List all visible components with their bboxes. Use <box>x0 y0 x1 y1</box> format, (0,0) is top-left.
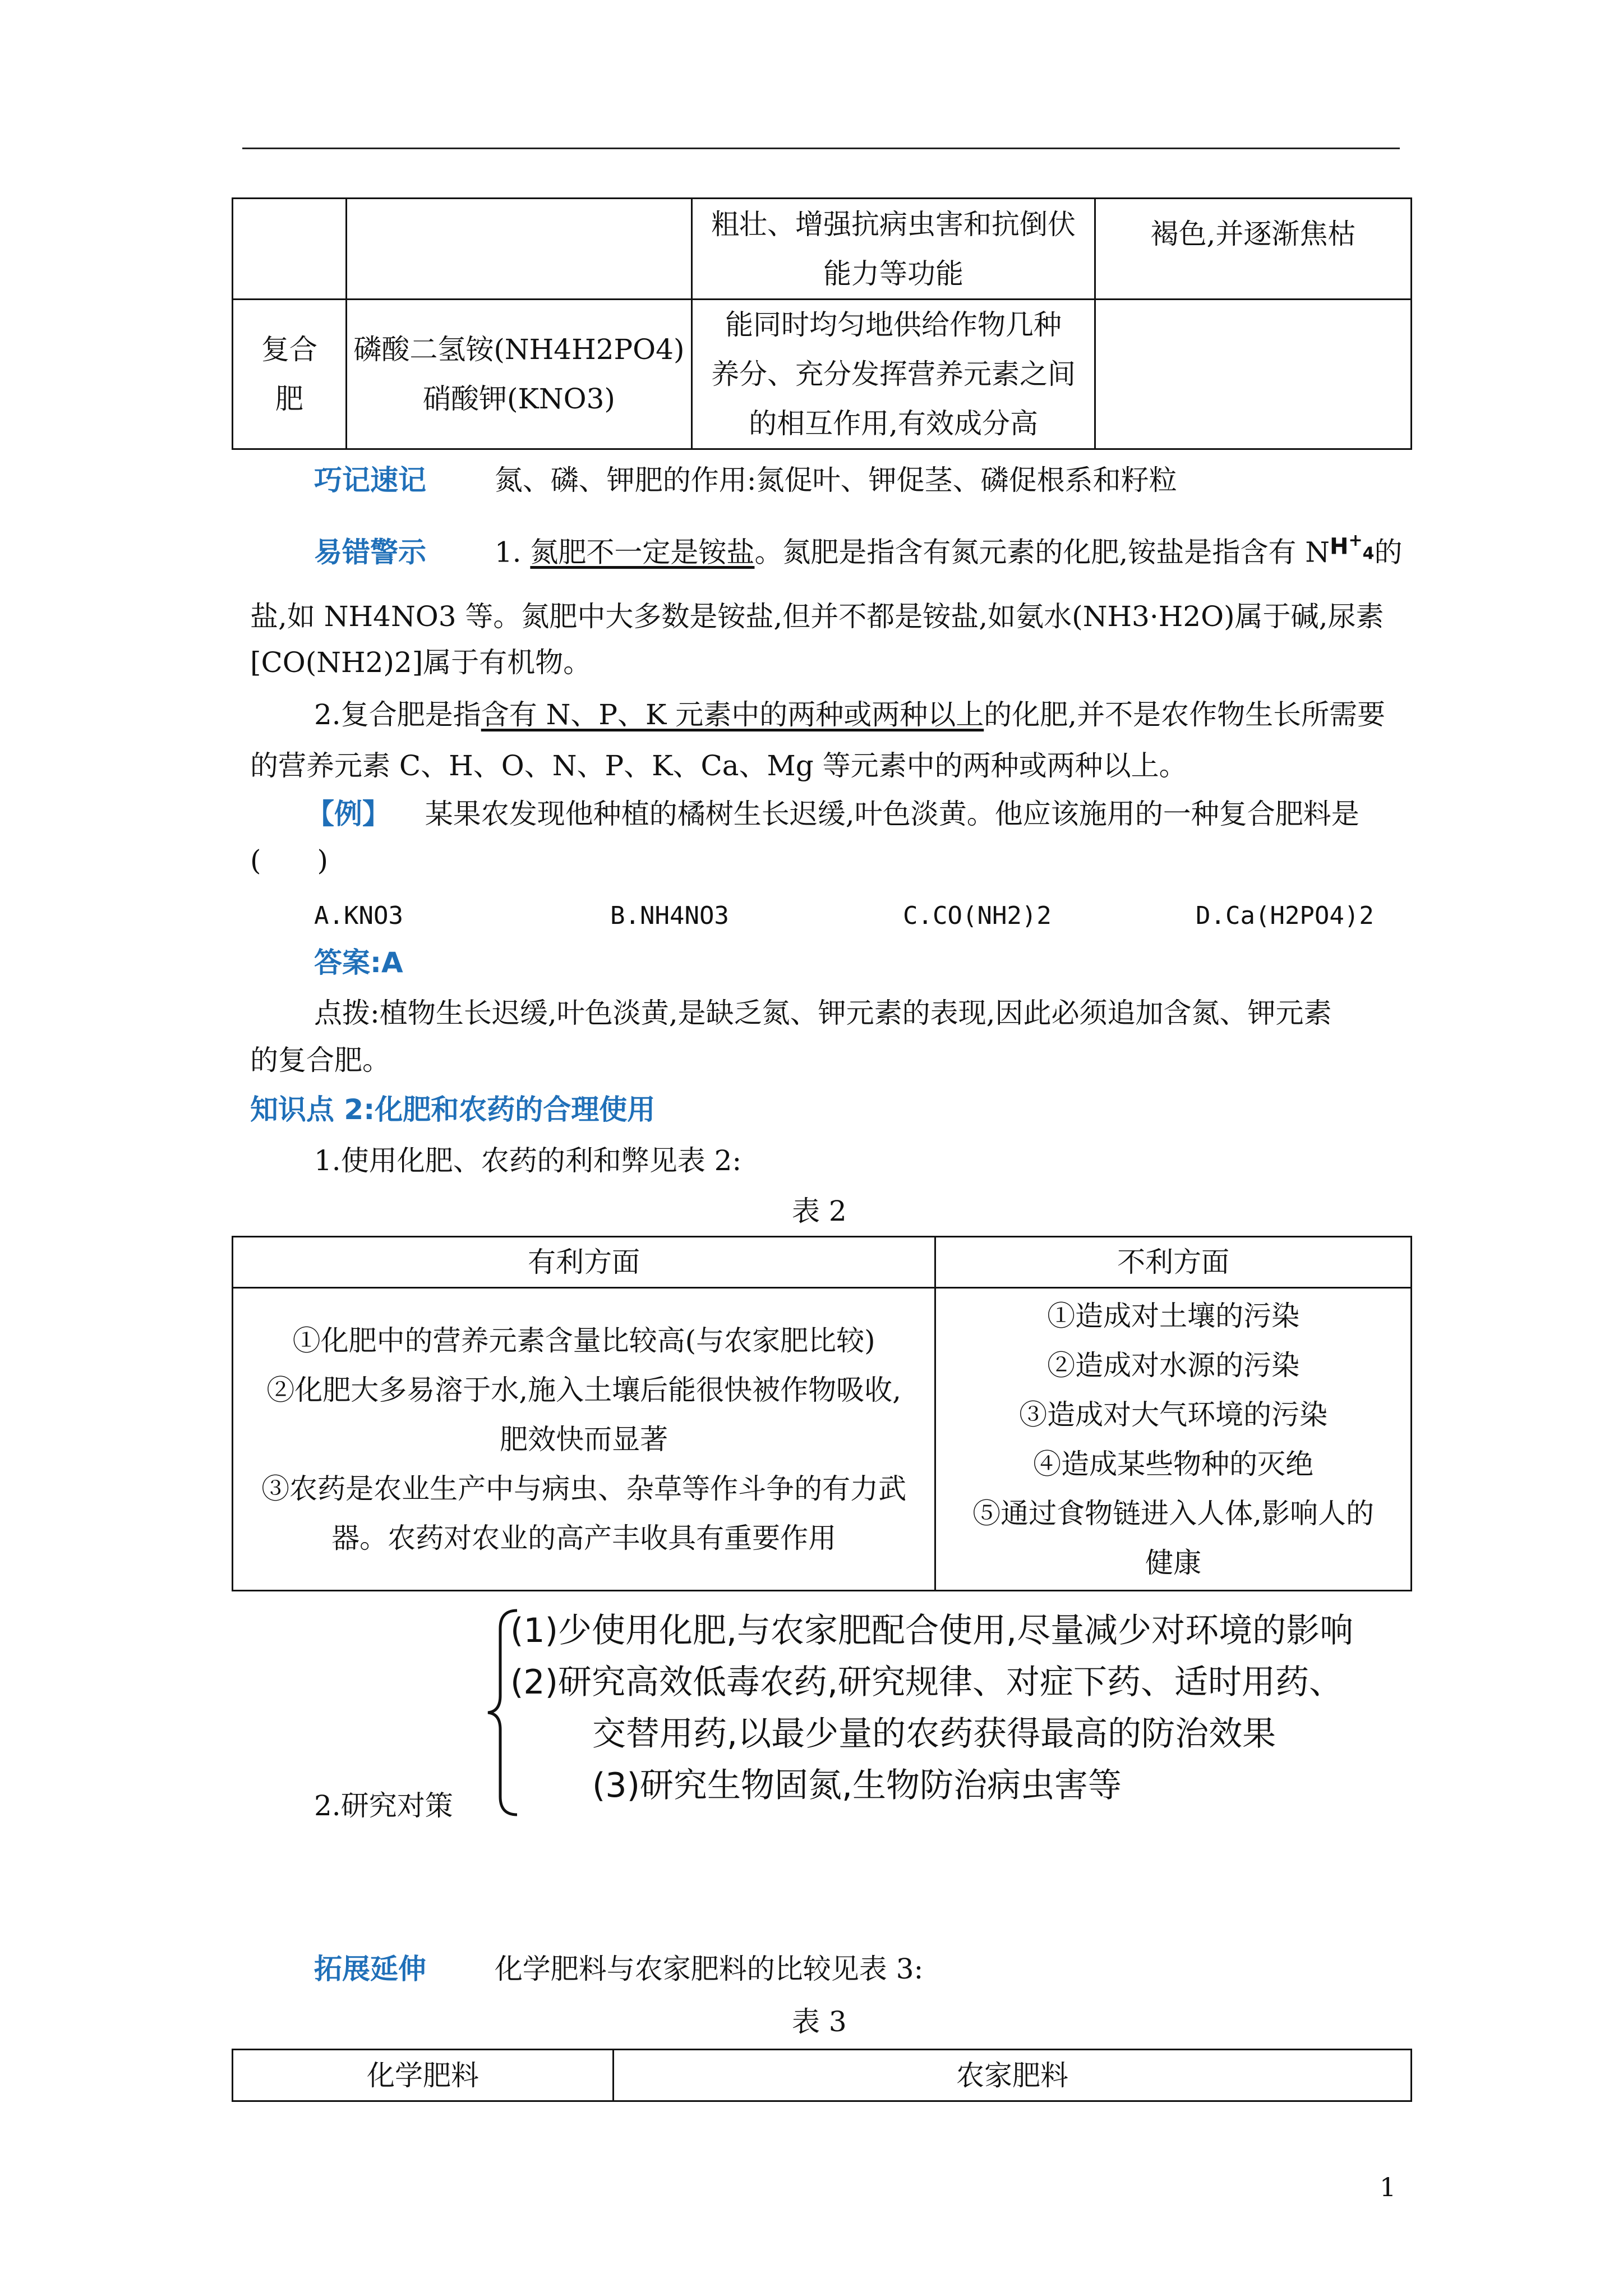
list-item: ①造成对土壤的污染 <box>1047 1299 1300 1332</box>
extension-text: 化学肥料与农家肥料的比较见表 3: <box>494 1953 924 1985</box>
table-cell <box>346 199 691 300</box>
warning-text: 。氮肥是指含有氮元素的化肥,铵盐是指含有 N <box>754 536 1330 569</box>
extension-label: 拓展延伸 <box>314 1953 426 1985</box>
option-d: D.Ca(H2PO4)2 <box>1196 901 1374 930</box>
nh4-h: H <box>1329 533 1349 560</box>
table-header: 有利方面 <box>233 1237 935 1288</box>
countermeasure-item: (1)少使用化肥,与农家肥配合使用,尽量减少对环境的影响 <box>510 1611 1354 1650</box>
cell-text: 磷酸二氢铵(NH4H2PO4) <box>353 333 685 366</box>
memo-line <box>314 455 1177 505</box>
example-text: 某果农发现他种植的橘树生长迟缓,叶色淡黄。他应该施用的一种复合肥料是 <box>425 798 1359 830</box>
cell-text: 养分、充分发挥营养元素之间 <box>711 358 1076 390</box>
warning-underlined: 氮肥不一定是铵盐 <box>530 536 755 569</box>
list-item: 健康 <box>1145 1546 1202 1579</box>
nh4-symbol: $H^+_4$ <box>1329 531 1375 564</box>
fertilizer-table <box>232 197 1412 450</box>
list-item: 肥效快而显著 <box>500 1423 668 1456</box>
warning-p2-post: 的化肥,并不是农作物生长所需要 <box>984 698 1386 731</box>
table-header-row <box>233 2050 1412 2101</box>
answer-line <box>314 938 403 987</box>
list-item: 器。农药对农业的高产丰收具有重要作用 <box>331 1521 837 1554</box>
table-cell <box>233 199 347 300</box>
option-b: B.NH4NO3 <box>610 901 729 930</box>
table-cell <box>1095 199 1411 300</box>
table-row <box>233 300 1412 449</box>
hint-line-1: 点拨:植物生长迟缓,叶色淡黄,是缺乏氮、钾元素的表现,因此必须追加含氮、钾元素 <box>314 997 1332 1029</box>
table-header: 不利方面 <box>935 1237 1412 1288</box>
cell-text: 能同时均匀地供给作物几种 <box>725 309 1062 341</box>
list-item: ③造成对大气环境的污染 <box>1019 1398 1328 1431</box>
example-label: 【例】 <box>306 798 390 830</box>
warning-p2-underlined: 含有 N、P、K 元素中的两种或两种以上 <box>481 698 984 731</box>
table-cell <box>692 300 1095 449</box>
countermeasure-item: 交替用药,以最少量的农药获得最高的防治效果 <box>592 1714 1276 1754</box>
option-c: C.CO(NH2)2 <box>903 901 1052 930</box>
cell-text: 肥 <box>275 383 303 415</box>
warning-line-1 <box>314 524 1402 586</box>
cell-text: 粗壮、增强抗病虫害和抗倒伏 <box>711 208 1076 241</box>
table-header-row <box>233 1237 1412 1288</box>
table-row <box>233 1288 1412 1591</box>
table-cell <box>233 1288 935 1591</box>
list-item: ①化肥中的营养元素含量比较高(与农家肥比较) <box>292 1324 875 1357</box>
kp2-title: 知识点 2:化肥和农药的合理使用 <box>250 1093 656 1126</box>
answer-value: A <box>381 946 403 979</box>
table-header: 化学肥料 <box>233 2050 614 2101</box>
option-a: A.KNO3 <box>314 901 403 930</box>
cell-text: 褐色,并逐渐焦枯 <box>1150 218 1356 250</box>
table-cell <box>233 300 347 449</box>
table-cell <box>346 300 691 449</box>
list-item: ③农药是农业生产中与病虫、杂草等作斗争的有力武 <box>261 1472 907 1505</box>
hint-line-2: 的复合肥。 <box>250 1044 390 1076</box>
warning-line-2: 盐,如 NH4NO3 等。氮肥中大多数是铵盐,但并不都是铵盐,如氨水(NH3·H2O)属于碱,尿素 <box>250 600 1384 633</box>
table-cell <box>935 1288 1412 1591</box>
pros-cons-table <box>232 1236 1412 1591</box>
memo-text: 氮、磷、钾肥的作用:氮促叶、钾促茎、磷促根系和籽粒 <box>494 464 1177 496</box>
extension-line <box>314 1944 923 1994</box>
table2-caption: 表 2 <box>792 1195 847 1227</box>
example-line <box>306 789 1359 839</box>
warning-label: 易错警示 <box>314 536 426 569</box>
memo-label: 巧记速记 <box>314 464 426 496</box>
answer-label: 答案: <box>314 946 381 979</box>
header-rule <box>242 148 1400 149</box>
table-row <box>233 199 1412 300</box>
list-item: ②造成对水源的污染 <box>1047 1349 1300 1382</box>
cell-text: 的相互作用,有效成分高 <box>749 407 1039 440</box>
countermeasure-item: (3)研究生物固氮,生物防治病虫害等 <box>592 1766 1122 1805</box>
page-number: 1 <box>1380 2172 1396 2202</box>
warning-line-4 <box>314 690 1385 739</box>
list-item: ②化肥大多易溶于水,施入土壤后能很快被作物吸收, <box>266 1373 901 1406</box>
comparison-table <box>232 2049 1412 2102</box>
countermeasures-label: 2.研究对策 <box>314 1789 453 1822</box>
countermeasure-item: (2)研究高效低毒农药,研究规律、对症下药、适时用药、 <box>510 1663 1343 1702</box>
cell-text: 复合 <box>261 333 317 366</box>
list-item: ⑤通过食物链进入人体,影响人的 <box>972 1497 1375 1530</box>
table3-caption: 表 3 <box>792 2005 847 2038</box>
table-cell <box>692 199 1095 300</box>
warning-line-5: 的营养元素 C、H、O、N、P、K、Ca、Mg 等元素中的两种或两种以上。 <box>250 749 1187 782</box>
countermeasures-block <box>483 1606 1437 1819</box>
example-paren: ( ) <box>250 844 329 877</box>
warning-number: 1. <box>494 536 522 569</box>
table-cell <box>1095 300 1411 449</box>
table-header: 农家肥料 <box>614 2050 1412 2101</box>
cell-text: 能力等功能 <box>823 257 964 290</box>
list-item: ④造成某些物种的灭绝 <box>1033 1447 1314 1480</box>
kp2-intro: 1.使用化肥、农药的利和弊见表 2: <box>314 1144 742 1177</box>
warning-p2-pre: 2.复合肥是指 <box>314 698 481 731</box>
warning-line-3: [CO(NH2)2]属于有机物。 <box>250 646 592 679</box>
cell-text: 硝酸钾(KNO3) <box>422 383 615 415</box>
warning-tail: 的 <box>1374 536 1403 569</box>
